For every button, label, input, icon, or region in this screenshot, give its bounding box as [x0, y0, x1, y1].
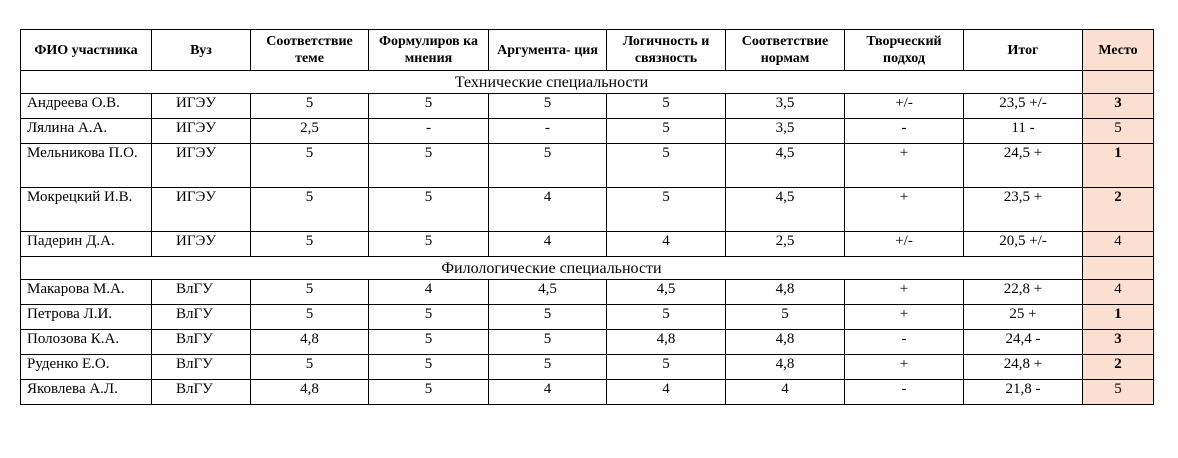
table-row	[21, 119, 1154, 144]
norms-score: 4,8	[726, 280, 845, 305]
logic-score: 5	[607, 355, 726, 380]
university-cell: ВлГУ	[152, 355, 251, 380]
opinion-score: 5	[369, 355, 489, 380]
norms-score: 3,5	[726, 94, 845, 119]
section-row	[21, 71, 1154, 94]
argumentation-score: -	[489, 119, 607, 144]
argumentation-score: 5	[489, 144, 607, 188]
creativity-score: -	[845, 119, 964, 144]
logic-score: 4,8	[607, 330, 726, 355]
norms-score: 3,5	[726, 119, 845, 144]
section-place-cell	[1083, 71, 1154, 94]
table-row	[21, 94, 1154, 119]
norms-score: 4,5	[726, 144, 845, 188]
creativity-score: +/-	[845, 232, 964, 257]
argumentation-score: 4	[489, 188, 607, 232]
header-name: ФИО участника	[21, 30, 152, 71]
total-score: 24,5 +	[964, 144, 1083, 188]
norms-score: 4,8	[726, 330, 845, 355]
norms-score: 2,5	[726, 232, 845, 257]
university-cell: ИГЭУ	[152, 232, 251, 257]
header-argumentation: Аргумента- ция	[489, 30, 607, 71]
section-title: Технические специальности	[21, 71, 1083, 94]
place-cell: 1	[1083, 144, 1154, 188]
opinion-score: 5	[369, 144, 489, 188]
table-row	[21, 144, 1154, 188]
total-score: 11 -	[964, 119, 1083, 144]
topic-score: 5	[251, 280, 369, 305]
participant-name: Полозова К.А.	[21, 330, 152, 355]
creativity-score: +	[845, 188, 964, 232]
header-logic: Логичность и связность	[607, 30, 726, 71]
participant-name: Яковлева А.Л.	[21, 380, 152, 405]
place-cell: 1	[1083, 305, 1154, 330]
table-row	[21, 330, 1154, 355]
creativity-score: +/-	[845, 94, 964, 119]
argumentation-score: 5	[489, 355, 607, 380]
place-cell: 3	[1083, 94, 1154, 119]
total-score: 24,8 +	[964, 355, 1083, 380]
opinion-score: -	[369, 119, 489, 144]
total-score: 22,8 +	[964, 280, 1083, 305]
place-cell: 3	[1083, 330, 1154, 355]
total-score: 23,5 +/-	[964, 94, 1083, 119]
participant-name: Лялина А.А.	[21, 119, 152, 144]
logic-score: 5	[607, 94, 726, 119]
header-place: Место	[1083, 30, 1154, 71]
topic-score: 2,5	[251, 119, 369, 144]
header-creativity: Творческий подход	[845, 30, 964, 71]
header-row	[21, 30, 1154, 71]
logic-score: 5	[607, 188, 726, 232]
topic-score: 5	[251, 188, 369, 232]
university-cell: ВлГУ	[152, 380, 251, 405]
university-cell: ВлГУ	[152, 280, 251, 305]
total-score: 24,4 -	[964, 330, 1083, 355]
argumentation-score: 5	[489, 94, 607, 119]
logic-score: 5	[607, 144, 726, 188]
university-cell: ИГЭУ	[152, 188, 251, 232]
section-place-cell	[1083, 257, 1154, 280]
logic-score: 5	[607, 305, 726, 330]
header-norms: Соответствие нормам	[726, 30, 845, 71]
section-row	[21, 257, 1154, 280]
creativity-score: +	[845, 280, 964, 305]
header-total: Итог	[964, 30, 1083, 71]
logic-score: 4,5	[607, 280, 726, 305]
participant-name: Руденко Е.О.	[21, 355, 152, 380]
participant-name: Мельникова П.О.	[21, 144, 152, 188]
norms-score: 4,8	[726, 355, 845, 380]
participant-name: Падерин Д.А.	[21, 232, 152, 257]
header-opinion: Формулиров ка мнения	[369, 30, 489, 71]
table-row	[21, 355, 1154, 380]
participant-name: Андреева О.В.	[21, 94, 152, 119]
logic-score: 4	[607, 380, 726, 405]
topic-score: 4,8	[251, 330, 369, 355]
place-cell: 5	[1083, 119, 1154, 144]
creativity-score: +	[845, 305, 964, 330]
university-cell: ИГЭУ	[152, 144, 251, 188]
place-cell: 4	[1083, 232, 1154, 257]
logic-score: 4	[607, 232, 726, 257]
opinion-score: 5	[369, 330, 489, 355]
opinion-score: 5	[369, 305, 489, 330]
total-score: 21,8 -	[964, 380, 1083, 405]
results-table	[20, 29, 1154, 405]
topic-score: 5	[251, 355, 369, 380]
argumentation-score: 4	[489, 232, 607, 257]
topic-score: 5	[251, 232, 369, 257]
table-row	[21, 232, 1154, 257]
topic-score: 5	[251, 144, 369, 188]
argumentation-score: 4,5	[489, 280, 607, 305]
opinion-score: 5	[369, 380, 489, 405]
place-cell: 4	[1083, 280, 1154, 305]
opinion-score: 4	[369, 280, 489, 305]
total-score: 25 +	[964, 305, 1083, 330]
creativity-score: -	[845, 330, 964, 355]
opinion-score: 5	[369, 188, 489, 232]
place-cell: 5	[1083, 380, 1154, 405]
place-cell: 2	[1083, 355, 1154, 380]
argumentation-score: 5	[489, 330, 607, 355]
total-score: 20,5 +/-	[964, 232, 1083, 257]
table-row	[21, 380, 1154, 405]
university-cell: ИГЭУ	[152, 119, 251, 144]
argumentation-score: 4	[489, 380, 607, 405]
creativity-score: -	[845, 380, 964, 405]
university-cell: ИГЭУ	[152, 94, 251, 119]
participant-name: Мокрецкий И.В.	[21, 188, 152, 232]
total-score: 23,5 +	[964, 188, 1083, 232]
logic-score: 5	[607, 119, 726, 144]
university-cell: ВлГУ	[152, 330, 251, 355]
table-row	[21, 280, 1154, 305]
header-topic: Соответствие теме	[251, 30, 369, 71]
topic-score: 4,8	[251, 380, 369, 405]
table-row	[21, 305, 1154, 330]
table-row	[21, 188, 1154, 232]
header-university: Вуз	[152, 30, 251, 71]
topic-score: 5	[251, 94, 369, 119]
creativity-score: +	[845, 144, 964, 188]
opinion-score: 5	[369, 94, 489, 119]
norms-score: 4,5	[726, 188, 845, 232]
topic-score: 5	[251, 305, 369, 330]
argumentation-score: 5	[489, 305, 607, 330]
norms-score: 4	[726, 380, 845, 405]
opinion-score: 5	[369, 232, 489, 257]
place-cell: 2	[1083, 188, 1154, 232]
creativity-score: +	[845, 355, 964, 380]
section-title: Филологические специальности	[21, 257, 1083, 280]
norms-score: 5	[726, 305, 845, 330]
participant-name: Макарова М.А.	[21, 280, 152, 305]
university-cell: ВлГУ	[152, 305, 251, 330]
participant-name: Петрова Л.И.	[21, 305, 152, 330]
